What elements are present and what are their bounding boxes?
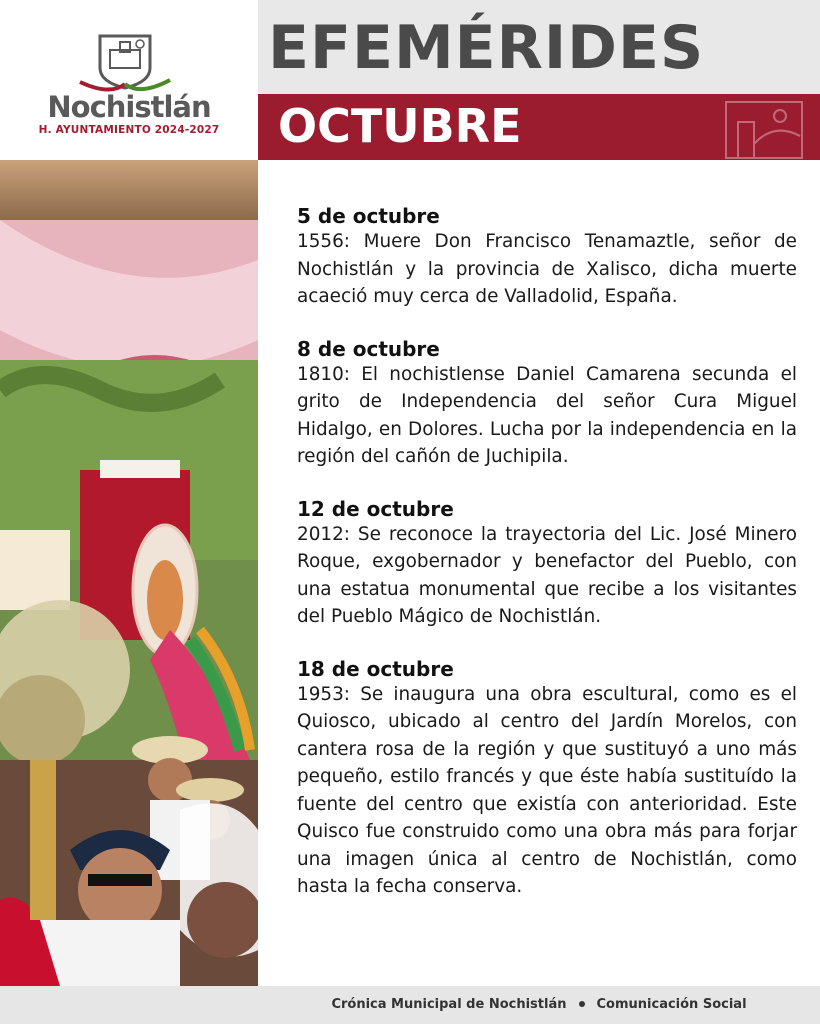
festival-photo bbox=[0, 160, 258, 986]
event-item bbox=[297, 657, 797, 901]
events-list bbox=[297, 204, 797, 927]
event-text: 1556: Muere Don Francisco Tenamaztle, señor de Nochistlán y la provincia de Xalisco, dicha muerte acaeció muy cerca de Valladolid, España. bbox=[297, 231, 797, 307]
kiosk-watermark-icon bbox=[724, 100, 804, 160]
event-item bbox=[297, 204, 797, 311]
event-text: 1810: El nochistlense Daniel Camarena secunda el grito de Independencia del señor Cura Miguel Hidalgo, en Dolores. Lucha por la independencia en la región del cañón de Juchipila. bbox=[297, 363, 797, 467]
footer-left-credit: Crónica Municipal de Nochistlán bbox=[331, 997, 567, 1012]
event-date: 12 de octubre bbox=[297, 496, 454, 521]
event-text: 1953: Se inaugura una obra escultural, como es el Quiosco, ubicado al centro del Jardín Morelos, con cantera rosa de la región y que sustituyó a uno más pequeño, estilo francés y que éste había sustituído la fuente del centro que existía con anterioridad. Este Quisco fue construido como una obra más para forjar una imagen única al centro de Nochistlán, como hasta la fecha conserva. bbox=[297, 683, 797, 897]
festival-photo-illustration bbox=[0, 160, 258, 986]
month-title: OCTUBRE bbox=[278, 99, 522, 153]
logo-panel bbox=[0, 0, 258, 160]
page-title: EFEMÉRIDES bbox=[268, 13, 705, 83]
event-text: 2012: Se reconoce la trayectoria del Lic. José Minero Roque, exgobernador y benefactor del Pueblo, con una estatua monumental que recibe a los visitantes del Pueblo Mágico de Nochistlán. bbox=[297, 523, 797, 627]
footer-credits bbox=[258, 997, 820, 1012]
event-item bbox=[297, 337, 797, 471]
brand-subtitle: H. AYUNTAMIENTO 2024-2027 bbox=[38, 124, 220, 136]
footer-right-credit: Comunicación Social bbox=[596, 997, 747, 1012]
separator-dot-icon bbox=[579, 1001, 585, 1007]
event-item bbox=[297, 497, 797, 631]
event-date: 18 de octubre bbox=[297, 656, 454, 681]
brand-name: Nochistlán bbox=[47, 90, 211, 124]
event-date: 5 de octubre bbox=[297, 204, 440, 228]
event-date: 8 de octubre bbox=[297, 336, 440, 361]
